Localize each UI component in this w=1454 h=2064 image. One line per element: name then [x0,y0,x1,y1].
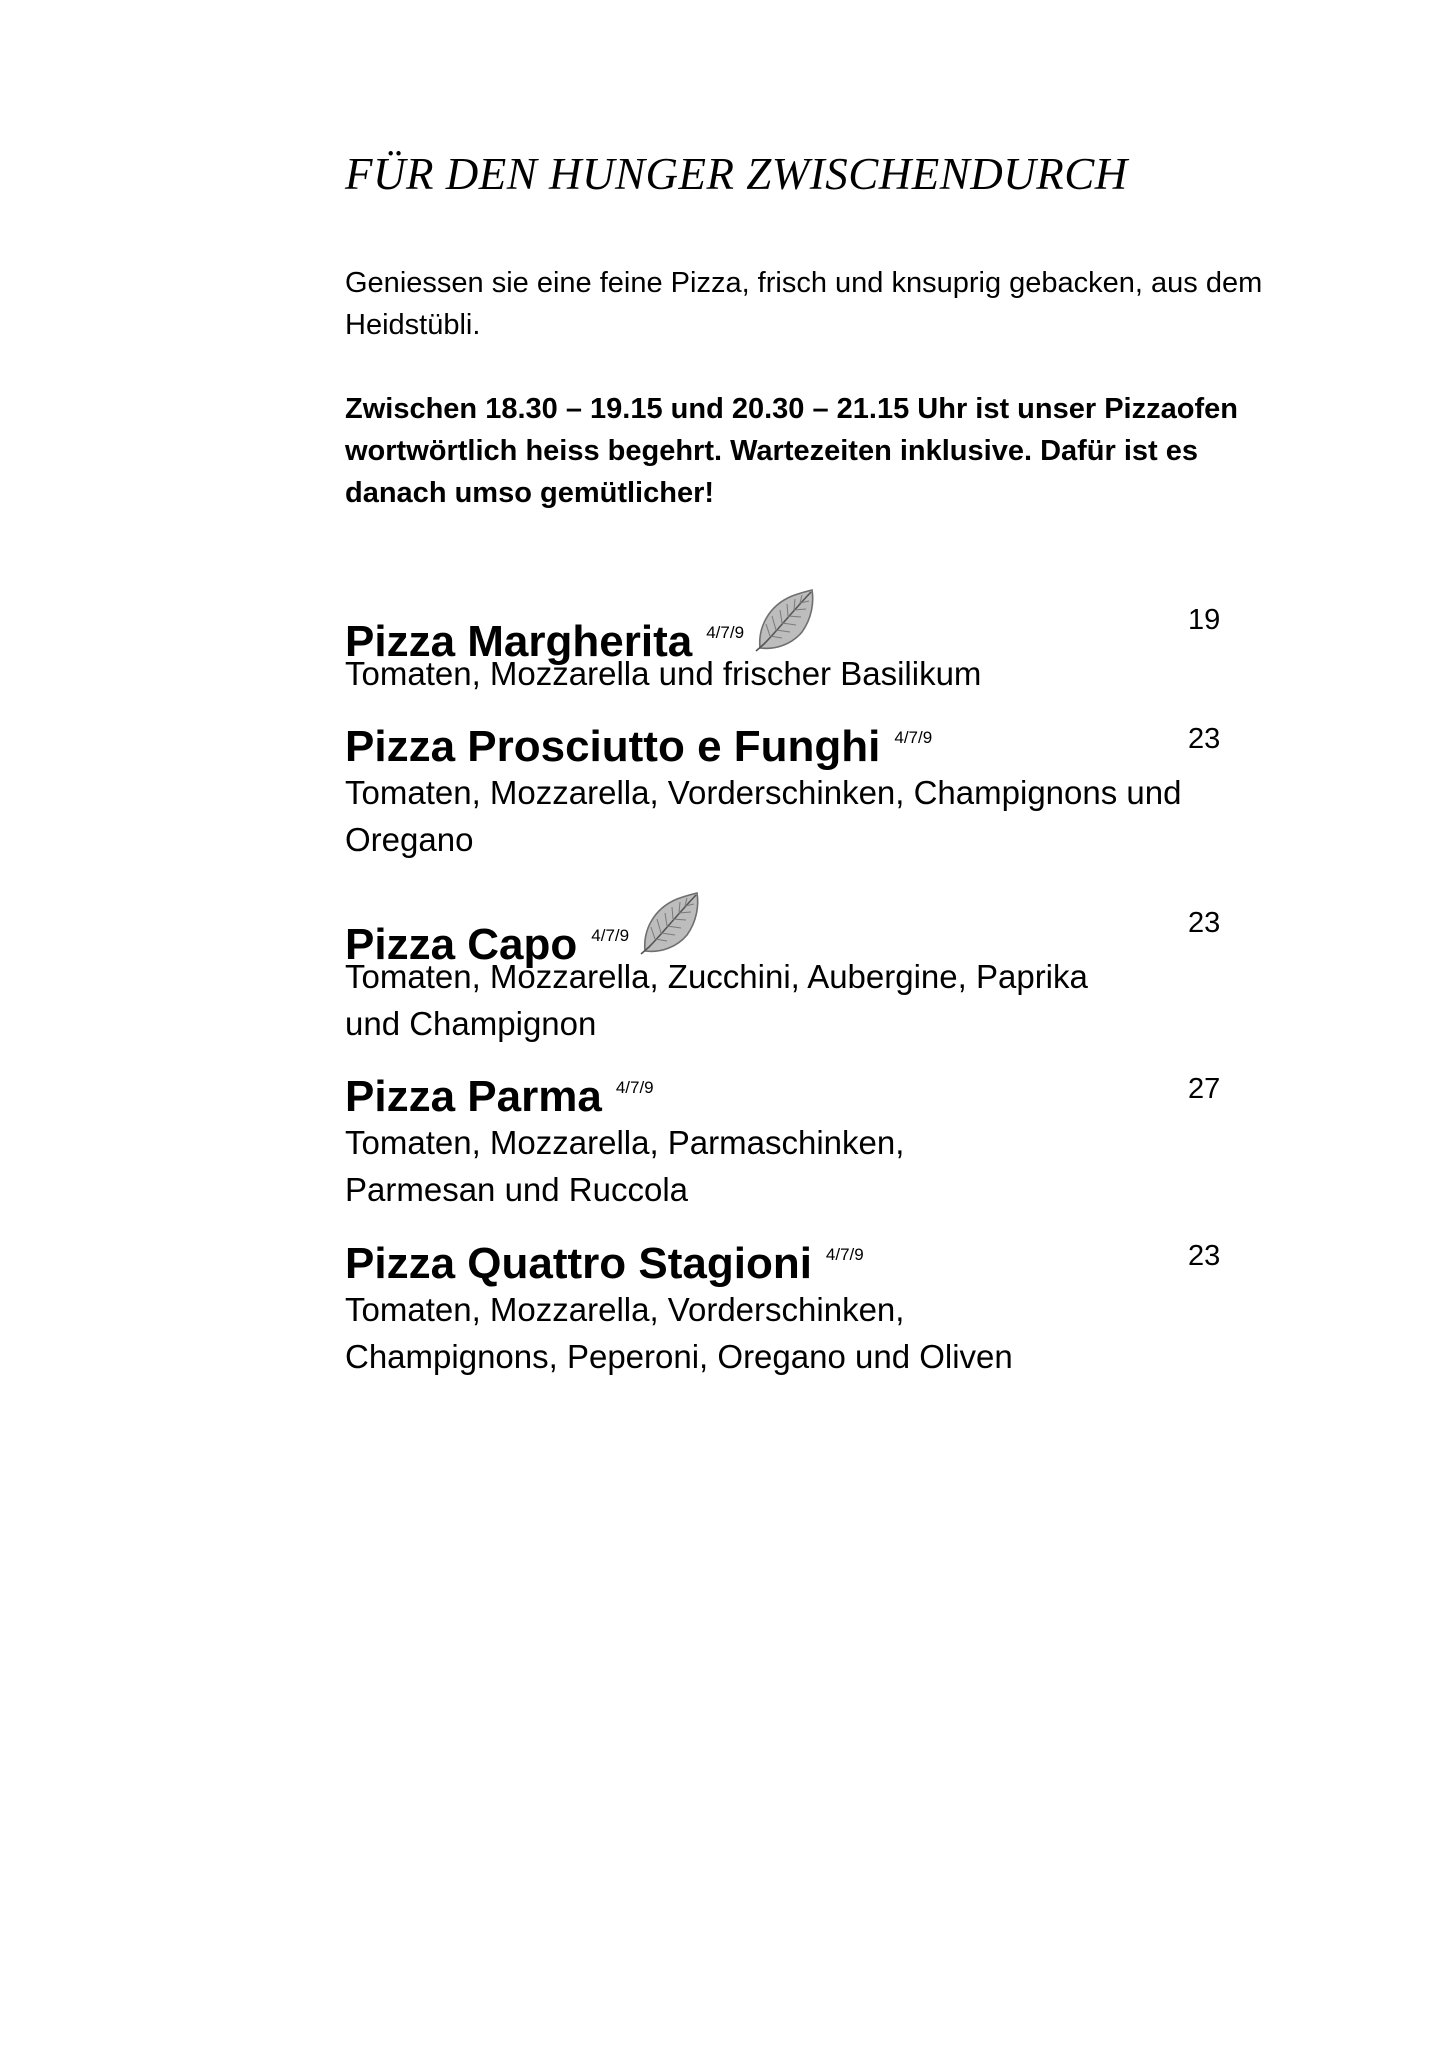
menu-item-name [345,1224,864,1295]
notice-line: wortwörtlich heiss begehrt. Wartezeiten inklusive. Dafür ist es [345,435,1199,467]
menu-item-description: Champignons, Peperoni, Oregano und Oliven [345,1338,1013,1375]
menu-item-title: Pizza Parma [345,1072,602,1121]
menu-item-title: Pizza Capo [345,920,578,969]
notice-line: Zwischen 18.30 – 19.15 und 20.30 – 21.15 Uhr ist unser Pizzaofen [345,393,1238,425]
menu-item-description: Tomaten, Mozzarella, Zucchini, Aubergine, Paprika [345,958,1088,995]
menu-item-prosciutto-e-funghi [345,707,1345,863]
menu-item-description: Tomaten, Mozzarella, Parmaschinken, [345,1124,905,1161]
menu-item-price: 23 [1188,723,1221,755]
intro-text: Geniessen sie eine feine Pizza, frisch und knsuprig gebacken, aus dem Heidstübli. [345,267,1263,341]
allergen-codes: 4/7/9 [615,1078,654,1097]
menu-item-title: Pizza Margherita [345,617,693,666]
menu-item-description: Tomaten, Mozzarella und frischer Basilikum [345,655,982,692]
menu-item-title: Pizza Prosciutto e Funghi [345,722,881,771]
menu-item-parma [345,1057,1345,1213]
menu-item-price: 19 [1188,604,1221,636]
page-title: FÜR DEN HUNGER ZWISCHENDURCH [345,149,1128,199]
allergen-codes: 4/7/9 [591,926,630,945]
menu-item-description: Tomaten, Mozzarella, Vorderschinken, Champignons und [345,774,1182,811]
menu-item-description: Tomaten, Mozzarella, Vorderschinken, [345,1291,905,1328]
leaf-icon [639,891,701,955]
menu-item-margherita [345,588,1345,697]
menu-item-price: 23 [1188,1240,1221,1272]
menu-item-quattro-stagioni [345,1224,1345,1380]
menu-item-name [345,588,816,673]
menu-item-description: Oregano [345,821,474,858]
allergen-codes: 4/7/9 [825,1245,864,1264]
allergen-codes: 4/7/9 [706,623,745,642]
menu-item-description: und Champignon [345,1005,597,1042]
allergen-codes: 4/7/9 [894,728,933,747]
menu-item-price: 23 [1188,907,1221,939]
menu-item-name [345,891,701,976]
menu-item-price: 27 [1188,1073,1221,1105]
menu-item-description: Parmesan und Ruccola [345,1171,689,1208]
leaf-icon [754,588,816,652]
menu-item-capo [345,891,1345,1047]
menu-item-title: Pizza Quattro Stagioni [345,1239,812,1288]
notice-line: danach umso gemütlicher! [345,477,715,509]
menu-item-name [345,707,932,778]
menu-item-name [345,1057,654,1128]
busy-hours-notice [345,388,1345,514]
